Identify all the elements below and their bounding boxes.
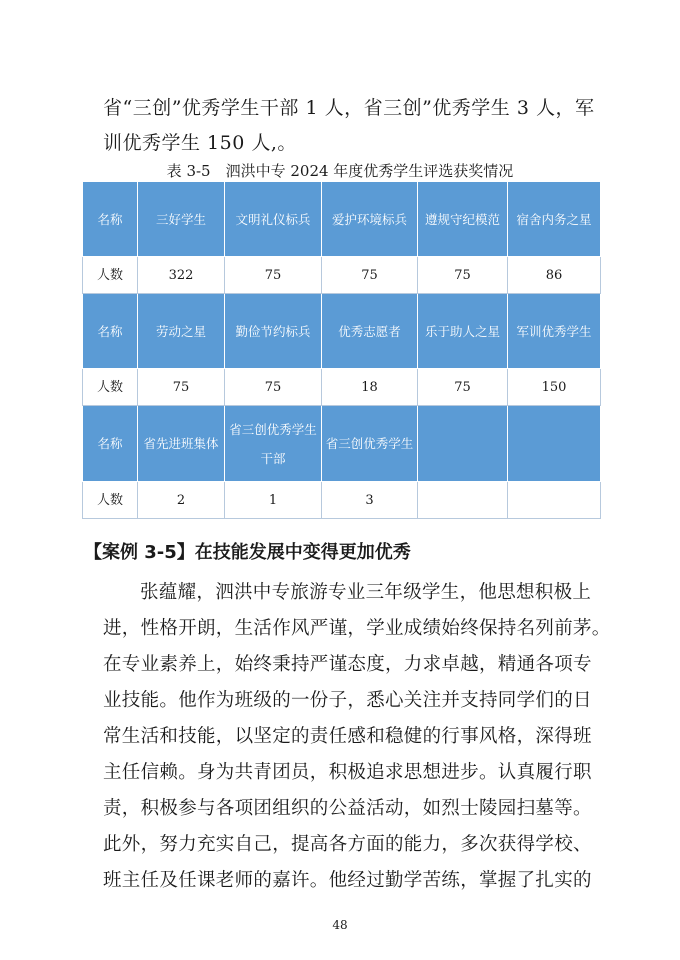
award-name: 省先进班集体 xyxy=(138,406,225,482)
award-count: 75 xyxy=(418,257,508,294)
award-count: 75 xyxy=(138,369,225,406)
award-name: 劳动之星 xyxy=(138,294,225,369)
awards-table xyxy=(82,181,601,519)
award-name-empty xyxy=(508,406,601,482)
table-caption: 表 3-5 泗洪中专 2024 年度优秀学生评选获奖情况 xyxy=(166,162,514,180)
award-count: 322 xyxy=(138,257,225,294)
body-line-3: 在专业素养上，始终秉持严谨态度，力求卓越，精通各项专 xyxy=(103,654,592,675)
body-line-1: 张蕴耀，泗洪中专旅游专业三年级学生，他思想积极上 xyxy=(140,582,592,603)
body-line-6: 主任信赖。身为共青团员，积极追求思想进步。认真履行职 xyxy=(103,762,592,783)
intro-line-1: 省“三创”优秀学生干部 1 人，省三创”优秀学生 3 人，军 xyxy=(103,97,595,119)
row-label-name: 名称 xyxy=(83,406,138,482)
body-line-9: 班主任及任课老师的嘉许。他经过勤学苦练，掌握了扎实的 xyxy=(103,870,592,891)
award-name: 勤俭节约标兵 xyxy=(225,294,322,369)
award-count: 18 xyxy=(322,369,418,406)
award-name: 优秀志愿者 xyxy=(322,294,418,369)
table-row-counts-2 xyxy=(83,369,601,406)
table-row-counts-3 xyxy=(83,482,601,519)
row-label-count: 人数 xyxy=(83,482,138,519)
body-line-2: 进，性格开朗，生活作风严谨，学业成绩始终保持名列前茅。 xyxy=(103,618,611,639)
page-number: 48 xyxy=(332,918,348,932)
body-line-7: 责，积极参与各项团组织的公益活动，如烈士陵园扫墓等。 xyxy=(103,798,592,819)
award-count-empty xyxy=(418,482,508,519)
intro-line-2: 训优秀学生 150 人,。 xyxy=(103,132,297,154)
award-name-empty xyxy=(418,406,508,482)
case-heading: 【案例 3-5】在技能发展中变得更加优秀 xyxy=(84,542,411,563)
award-count-empty xyxy=(508,482,601,519)
body-line-8: 此外，努力充实自己，提高各方面的能力，多次获得学校、 xyxy=(103,834,592,855)
award-name: 省三创优秀学生 xyxy=(322,406,418,482)
award-count: 1 xyxy=(225,482,322,519)
row-label-count: 人数 xyxy=(83,257,138,294)
award-name: 军训优秀学生 xyxy=(508,294,601,369)
award-count: 2 xyxy=(138,482,225,519)
body-line-5: 常生活和技能，以坚定的责任感和稳健的行事风格，深得班 xyxy=(103,726,592,747)
table-row-names-2 xyxy=(83,294,601,369)
row-label-name: 名称 xyxy=(83,182,138,257)
award-name: 文明礼仪标兵 xyxy=(225,182,322,257)
award-count: 75 xyxy=(322,257,418,294)
table-row-names-1 xyxy=(83,182,601,257)
award-count: 75 xyxy=(225,257,322,294)
award-name: 爱护环境标兵 xyxy=(322,182,418,257)
award-count: 150 xyxy=(508,369,601,406)
award-count: 75 xyxy=(225,369,322,406)
table-row-names-3 xyxy=(83,406,601,482)
award-name: 遵规守纪模范 xyxy=(418,182,508,257)
award-name: 乐于助人之星 xyxy=(418,294,508,369)
body-line-4: 业技能。他作为班级的一份子，悉心关注并支持同学们的日 xyxy=(103,690,592,711)
award-name: 三好学生 xyxy=(138,182,225,257)
row-label-count: 人数 xyxy=(83,369,138,406)
award-count: 75 xyxy=(418,369,508,406)
table-row-counts-1 xyxy=(83,257,601,294)
award-count: 86 xyxy=(508,257,601,294)
award-name: 省三创优秀学生干部 xyxy=(225,406,322,482)
award-count: 3 xyxy=(322,482,418,519)
award-name: 宿舍内务之星 xyxy=(508,182,601,257)
row-label-name: 名称 xyxy=(83,294,138,369)
